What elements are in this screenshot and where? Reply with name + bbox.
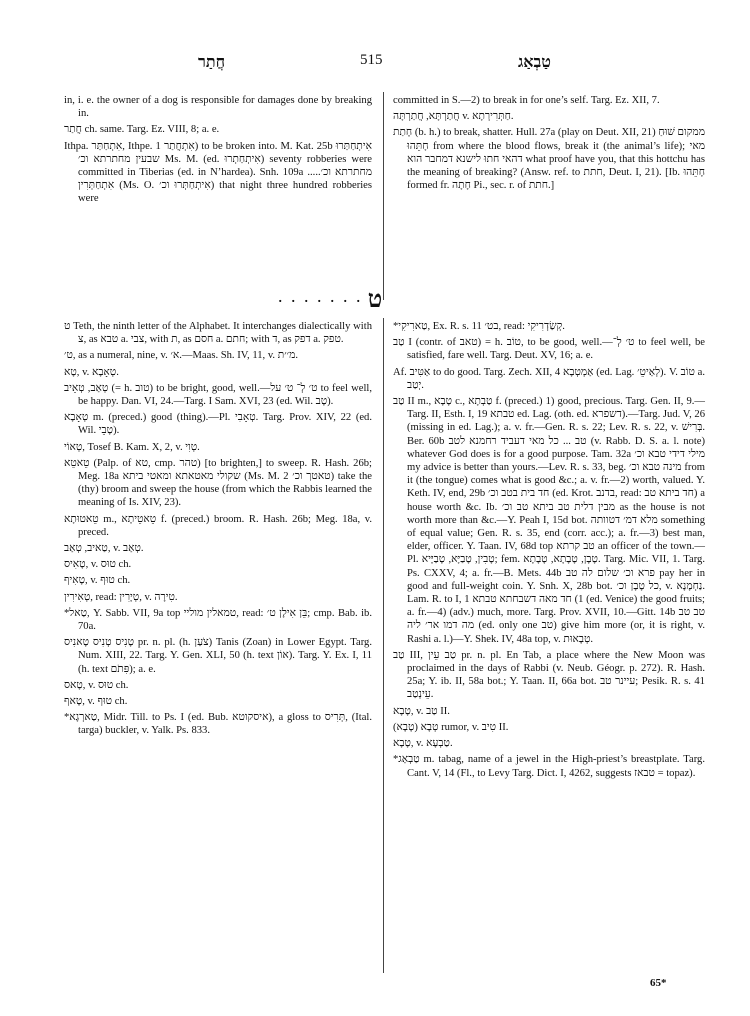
signature-mark: 65* bbox=[650, 977, 667, 989]
entry: טַב I (contr. of טאב) = h. טוֹב, to be good, well.—ט׳ לְ־ to feel well, be satisfied, fare well. Targ. Deut. XV, 16; a. e. bbox=[393, 337, 705, 362]
entry: *טַארִיקִי, Ex. R. s. 11 בט׳, read: קְשַׂדְרִיקִי. bbox=[393, 321, 565, 332]
entry: טָא, v. טְאָבָא. bbox=[64, 366, 119, 378]
entry: חָתַת (b. h.) to break, shatter. Hull. 27a (play on Deut. XII, 21) ממקום שׁוּחַ חָתֵּהוּ from where the blood flows, break it (the animal’s life); מאי דהאי חתוּ לישנא דמחבר הוא what proof have you, that this hottchu has the meaning of breaking? (Answ. ref. to חתת, Deut. I, 21). [Ib. חָתֵּהוּ formed fr. חָתָה Pi., sec. r. of חתת.] bbox=[393, 127, 705, 192]
entry: טְבָא (טָבָא) rumor, v. טִיב II. bbox=[393, 721, 509, 733]
running-header bbox=[0, 52, 750, 76]
bottom-right-column bbox=[393, 320, 705, 783]
entry: טְאִירִין, read: טְיָרִין, v. טִירָה. bbox=[64, 591, 178, 603]
entry: טָאס, v. טוּס ch. bbox=[64, 679, 129, 691]
entry: טְאָבָא m. (preced.) good (thing).—Pl. טְאָבִי. Targ. Prov. XIV, 22 (ed. Wil. טָבֵי). bbox=[64, 412, 372, 437]
entry: ט׳, as a numeral, nine, v. א׳.—Maas. Sh. IV, 11, v. מ׳׳ת. bbox=[64, 350, 299, 362]
entry: חֲתַרְתָּא, חֲתַרְתָּה v. חַתְּרִירְתָא. bbox=[393, 111, 514, 123]
column-divider-top bbox=[383, 92, 384, 300]
entry: טָנִיס טְנִיס טָאנִיס pr. n. pl. (h. צֹעַן) Tanis (Zoan) in Lower Egypt. Targ. Num. XIII, 22. Targ. Y. Gen. XLI, 50 (h. text אוֹן). Targ. Y. Ex. I, 11 (h. text פִּתֹם); a. e. bbox=[64, 637, 372, 675]
entry: ט Teth, the ninth letter of the Alphabet. It interchanges dialectically with צ, as טבא a. צבי, with ת, as חסם a. חתם; with ד, as דפק a. טפק. bbox=[64, 321, 372, 346]
entry: טְאַב, טְאֵיב (= h. טוב) to be bright, good, well.—ט׳ לְ־ ט׳ על to feel well, be happy. Dan. VI, 24.—Targ. I Sam. XVI, 23 (ed. Wil. טָב). bbox=[64, 382, 372, 408]
entry: טָאִיס, v. טוּס ch. bbox=[64, 559, 132, 571]
entry: Ithpa. אִתְחַתַּר, Ithpe. אִתְחֲתַר 1) to be broken into. M. Kat. 25b אִיתְחַתַּרוּ שבעין מחתרתא וכ׳ Ms. M. (ed. אִיתְחַתְרוּ) seventy robberies were committed in Tiberias (ed. in N’hardea). Snh. 109a .....מחתרתא וכ׳ אִתְחַתְּרִין (Ms. O. אִיתְחַתְּרוּ וכ׳) that night three hundred robberies were bbox=[64, 140, 373, 205]
entry: טַב II m., טָבָא c., טַבְתָא f. (preced.) 1) good, precious. Targ. Gen. II, 9.—Targ. II, Esth. I, 19 טבתא ed. Lag. (oth. ed. דשפרא).—Targ. Jud. V, 26 (missing in ed. Lag.); a. v. fr.—Gen. R. s. 22; Lev. R. s. 22, v. בְּרִישׁ. Ber. 60b טב ... כל מאי דעביד רחמנא לטב (v. Rabb. D. S. a. l. note) whatever God does is for a good purpose. Tam. 32a מילי דידי טבא וכ׳ my advice is better than yours.—Lev. R. s. 33, beg. מינה טבא וכ׳ from it (the tongue) comes what is good &c.; a. v. fr.—2) worth, valued. Y. Keth. IV, end, 29b חד בית בטב וכ׳ (ed. Krot. בדנב, read: חד ביתא טב) a house worth &c. Ib. מבין דלית טב ביתא טב וכ׳ as the house is not worth more than &c.—Y. Peah I, 15d bot. מלא דמ׳ דטוותה something of equal value; Gen. R. s. 35, end (corr. acc.); a. fr.—3) best man, elder, officer. Y. Taan. IV, 68d top טב קרתא an officer of the town.—Pl. טָבִין, טָבַיָּא, טָבַיָּיא; fem. טָבָן, טָבָתָא, טָבָתָא. Targ. Mic. VII, 1. Targ. Ps. CXXV, 4; a. fr.—B. Mets. 44b פרא וכ׳ שלום לה טב pay her in good and full-weight coin. Y. Snh. X, 28b bot. כל טָבָן וכ׳, v. נַחְמָנָא. Lam. R. to I, 1 חד מאה דשבחתא טבתא (1 (ed. Venice) the good fruits; a. fr.—4) (adv.) much, more. Targ. Prov. XVII, 10.—Gitt. 14b טב טב מה דמו אר׳ ליה (ed. only one טב) give him more (or, it is right, v. Rashi a. l.)—Y. Shek. IV, 48a top, v. טְבָאוּת. bbox=[393, 396, 705, 645]
section-letter-heading: ט bbox=[367, 284, 383, 313]
header-left-word: חֲתַר bbox=[198, 52, 226, 71]
entry: *טַארְגָא, Midr. Till. to Ps. I (ed. Bub. איסקוטא), a gloss to תְּרִיס, (Ital. targa) buckler, v. Yalk. Ps. 833. bbox=[64, 712, 373, 737]
page-number: 515 bbox=[360, 52, 383, 68]
entry: *טַבְאַג m. tabag, name of a jewel in the High-priest’s breastplate. Targ. Cant. V, 14 (Fl., to Levy Targ. Dict. I, 4262, suggests טבאז = topaz). bbox=[393, 754, 705, 779]
section-separator-dots: . . . . . . . bbox=[278, 286, 363, 306]
entry: טָאִיף, v. טוּף ch. bbox=[64, 575, 131, 587]
top-right-column bbox=[393, 94, 705, 195]
entry: חֲתַר ch. same. Targ. Ez. VIII, 8; a. e. bbox=[64, 124, 220, 136]
header-right-word: טַבְאַג bbox=[518, 52, 551, 71]
entry: in, i. e. the owner of a dog is responsible for damages done by breaking in. bbox=[64, 95, 372, 120]
entry: טָבָא, v. טַבְעָא. bbox=[393, 738, 453, 750]
column-divider-bottom bbox=[383, 318, 384, 973]
bottom-left-column bbox=[64, 320, 372, 741]
entry: committed in S.—2) to break in for one’s self. Targ. Ez. XII, 7. bbox=[393, 95, 660, 106]
entry: טְאוֹי, Tosef B. Kam. X, 2, v. טְוִי. bbox=[64, 441, 200, 453]
entry: *טַאל, Y. Sabb. VII, 9a top טמאלין מוליי, read: בֵּן אִילָן ט׳; cmp. Bab. ib. 70a. bbox=[64, 607, 372, 633]
entry: Af. אַטִּיב to do good. Targ. Zech. XII, 4 אַמְטְבָא (ed. Lag. לְאַיטֵ׳). V. טוֹב a. יְטַב. bbox=[393, 366, 706, 391]
top-left-column bbox=[64, 94, 372, 209]
entry: טַב III, טַב עֵין pr. n. pl. En Tab, a place where the New Moon was proclaimed in the days of Rabbi (v. Neub. Géogr. p. 272). R. Hash. 25a; Y. ib. II, 58a bot.; Y. Taan. II, 66a bot. עיינר טב; Pesik. R. s. 41 עֵינְטַב. bbox=[393, 649, 705, 701]
entry: טֵאטוּתָא m., טֵאטֵיתָא f. (preced.) broom. R. Hash. 26b; Meg. 18a, v. preced. bbox=[64, 513, 372, 538]
entry: טָבָא, v. טַב II. bbox=[393, 705, 450, 717]
entry: טַאיב, טְאַב, v. טְאַב. bbox=[64, 543, 144, 555]
entry: טָאף, v. טוּף ch. bbox=[64, 696, 128, 708]
entry: טֵאטֵא (Palp. of טא, cmp. טהר) [to brighten,] to sweep. R. Hash. 26b; Meg. 18a שקולי מאטאתא ומאטי ביתא (Ms. M. 2 טאטך וכ׳) take the (thy) broom and sweep the house (from which the Rabbis learned the meaning of Is. XIV, 23). bbox=[64, 457, 372, 509]
